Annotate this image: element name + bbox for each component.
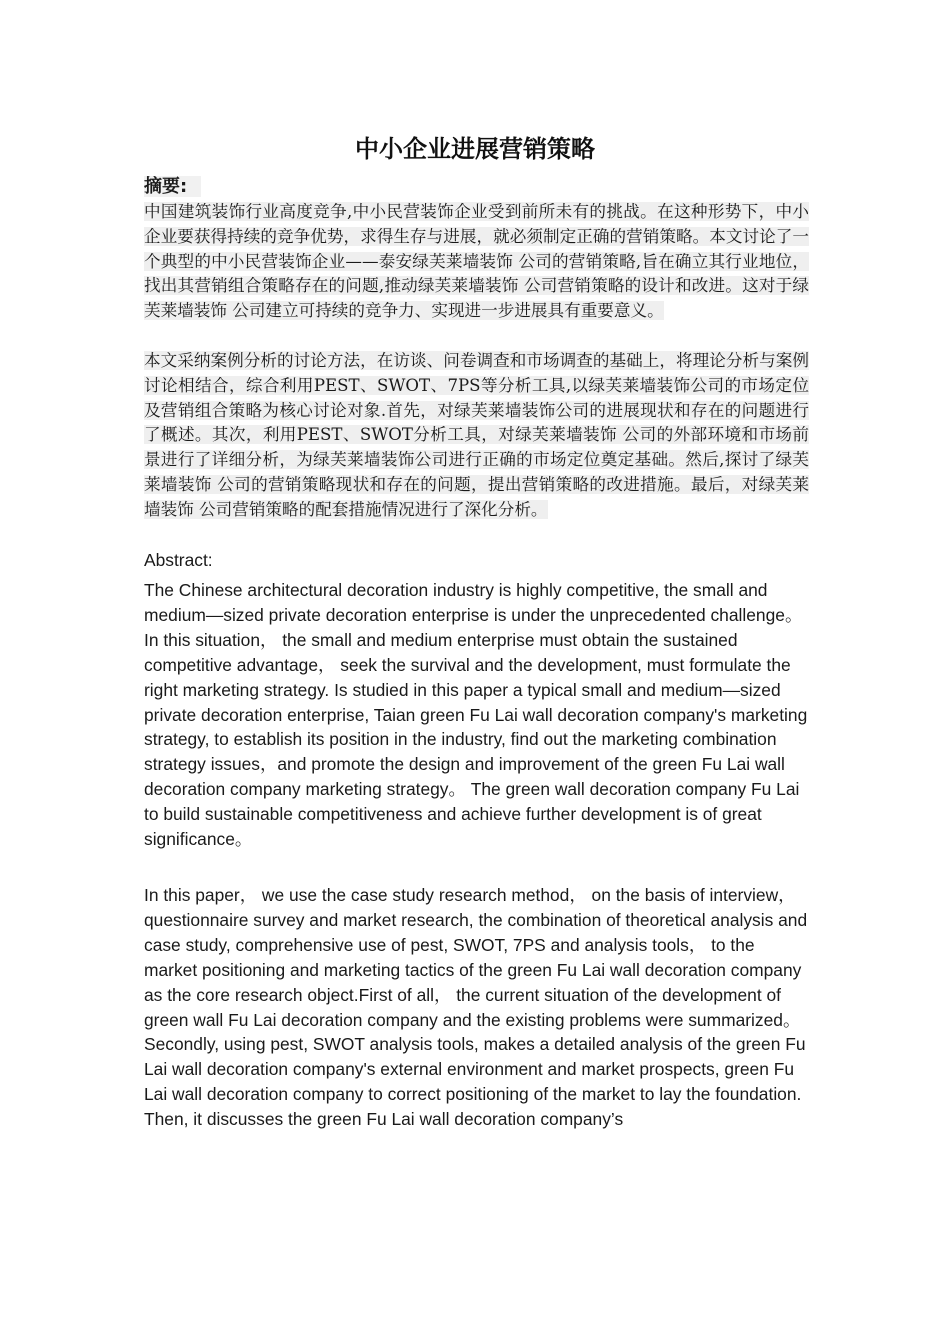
abstract-paragraph-en-1: The Chinese architectural decoration industry is highly competitive, the small and medium—sized private decoration enterprise is under the unprecedented challenge。 In this situation， the small and medium enterprise must obtain the sustained competitive advantage， seek the survival and the development, must formulate the right marketing strategy. Is studied in this paper a typical small and medium—sized private decoration enterprise, Taian green Fu Lai wall decoration company's marketing strategy, to establish its position in the industry, find out the marketing combination strategy issues，and promote the design and improvement of the green Fu Lai wall decoration company marketing strategy。 The green wall decoration company Fu Lai to build sustainable competitiveness and achieve further development is of great significance。: [144, 580, 808, 850]
abstract-paragraph-cn-1: [144, 200, 809, 324]
abstract-label-cn: [144, 174, 809, 200]
abstract-paragraph-cn-1-text: 中国建筑装饰行业高度竞争,中小民营装饰企业受到前所未有的挑战。在这种形势下，中小企业要获得持续的竞争优势，求得生存与进展，就必须制定正确的营销策略。本文讨论了一个典型的中小民营装饰企业——泰安绿芙莱墙装饰 公司的营销策略,旨在确立其行业地位，找出其营销组合策略存在的问题,推动绿芙莱墙装饰 公司营销策略的设计和改进。这对于绿芙莱墙装饰 公司建立可持续的竞争力、实现进一步进展具有重要意义。: [144, 202, 809, 321]
abstract-paragraph-cn-2: [144, 349, 809, 523]
abstract-paragraph-cn-2-text: 本文采纳案例分析的讨论方法，在访谈、问卷调查和市场调查的基础上，将理论分析与案例讨论相结合，综合利用PEST、SWOT、7PS等分析工具,以绿芙莱墙装饰公司的市场定位及营销组合策略为核心讨论对象.首先，对绿芙莱墙装饰公司的进展现状和存在的问题进行了概述。其次，利用PEST、SWOT分析工具，对绿芙莱墙装饰 公司的外部环境和市场前景进行了详细分析，为绿芙莱墙装饰公司进行正确的市场定位奠定基础。然后,探讨了绿芙莱墙装饰 公司的营销策略现状和存在的问题，提出营销策略的改进措施。最后，对绿芙莱墙装饰 公司营销策略的配套措施情况进行了深化分析。: [144, 351, 809, 519]
abstract-label-cn-text: 摘要:: [144, 176, 201, 197]
document-title: 中小企业进展营销策略: [355, 135, 595, 163]
abstract-label-en: Abstract:: [144, 550, 213, 570]
abstract-paragraph-en-2: In this paper， we use the case study research method， on the basis of interview， questionnaire survey and market research, the combination of theoretical analysis and case study, comprehensive use of pest, SWOT, 7PS and analysis tools， to the market positioning and marketing tactics of the green Fu Lai wall decoration company as the core research object.First of all， the current situation of the development of green wall Fu Lai decoration company and the existing problems were summarized。 Secondly, using pest, SWOT analysis tools, makes a detailed analysis of the green Fu Lai wall decoration company's external environment and market prospects, green Fu Lai wall decoration company to correct positioning of the market to lay the foundation. Then, it discusses the green Fu Lai wall decoration company’s: [144, 885, 808, 1130]
